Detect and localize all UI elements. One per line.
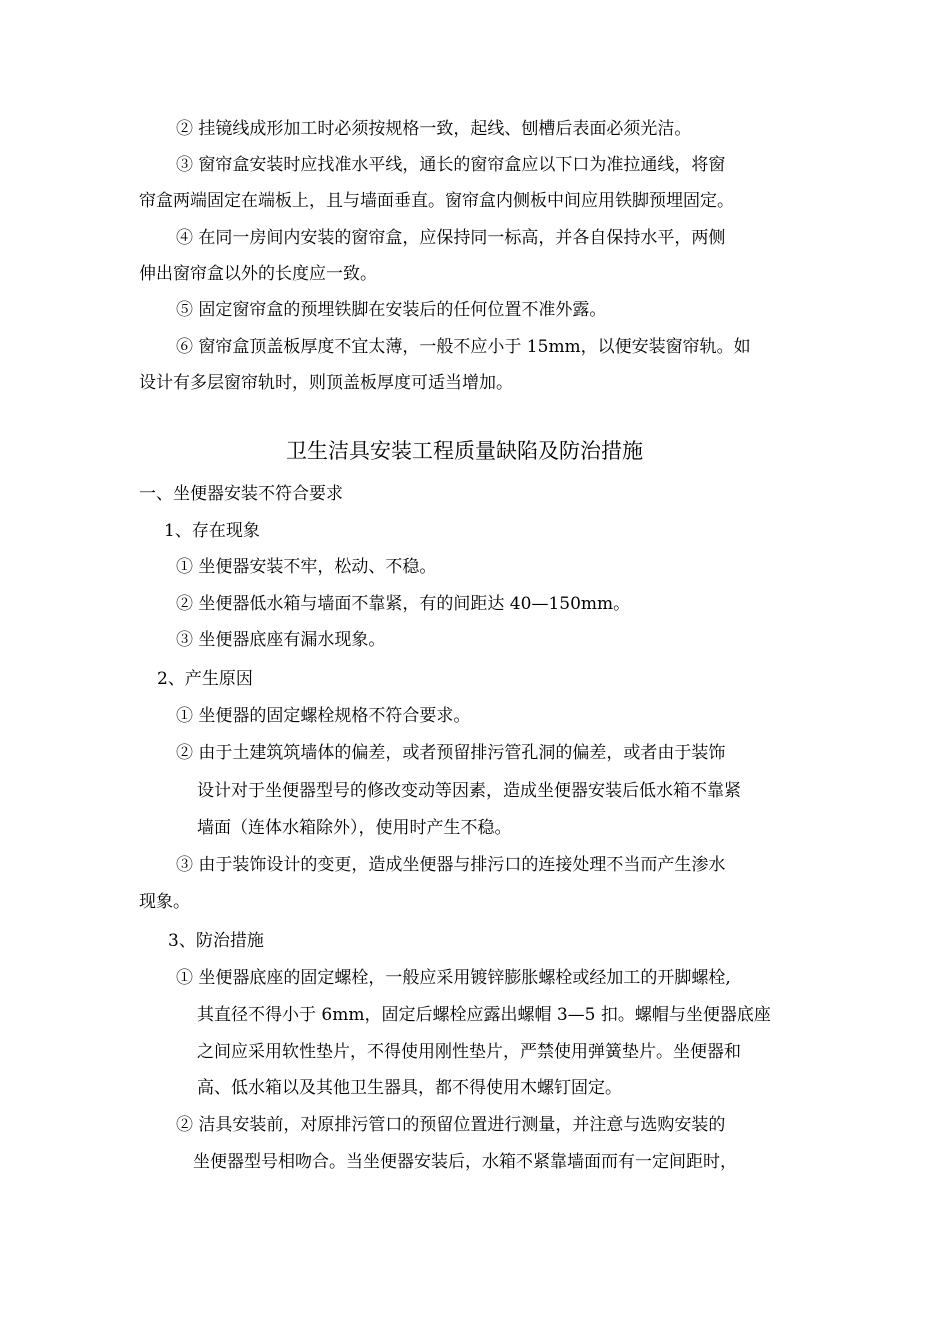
paragraph-2: ② 挂镜线成形加工时必须按规格一致，起线、刨槽后表面必须光洁。 — [176, 119, 692, 139]
paragraph-4-line-2: 伸出窗帘盒以外的长度应一致。 — [139, 264, 377, 284]
paragraph-4-line-1: ④ 在同一房间内安装的窗帘盒，应保持同一标高，并各自保持水平，两侧 — [176, 228, 726, 248]
measures-item-1-line-1: ① 坐便器底座的固定螺栓，一般应采用镀锌膨胀螺栓或经加工的开脚螺栓, — [176, 968, 731, 988]
paragraph-3-line-2: 帘盒两端固定在端板上，且与墙面垂直。窗帘盒内侧板中间应用铁脚预埋固定。 — [139, 191, 734, 211]
measures-item-2-line-2: 坐便器型号相吻合。当坐便器安装后，水箱不紧靠墙面而有一定间距时， — [193, 1152, 737, 1172]
measures-item-2-line-1: ② 洁具安装前，对原排污管口的预留位置进行测量，并注意与选购安装的 — [176, 1115, 726, 1135]
part1-heading: 一、坐便器安装不符合要求 — [139, 484, 343, 504]
section-title: 卫生洁具安装工程质量缺陷及防治措施 — [286, 439, 643, 463]
paragraph-3-line-1: ③ 窗帘盒安装时应找准水平线，通长的窗帘盒应以下口为准拉通线，将窗 — [176, 155, 726, 175]
causes-item-2-line-3: 墙面（连体水箱除外），使用时产生不稳。 — [197, 818, 512, 838]
causes-item-3-line-2: 现象。 — [139, 892, 190, 912]
measures-item-1-line-2: 其直径不得小于 6mm，固定后螺栓应露出螺帽 3—5 扣。螺帽与坐便器底座 — [197, 1005, 771, 1025]
paragraph-6-line-1: ⑥ 窗帘盒顶盖板厚度不宜太薄，一般不应小于 15mm，以便安装窗帘轨。如 — [176, 337, 751, 357]
causes-item-2-line-1: ② 由于土建筑筑墙体的偏差，或者预留排污管孔洞的偏差，或者由于装饰 — [176, 743, 726, 763]
measures-item-1-line-3: 之间应采用软性垫片，不得使用刚性垫片，严禁使用弹簧垫片。坐便器和 — [197, 1042, 741, 1062]
existing-item-1: ① 坐便器安装不牢，松动、不稳。 — [176, 557, 437, 577]
existing-item-3: ③ 坐便器底座有漏水现象。 — [176, 630, 386, 650]
paragraph-6-line-2: 设计有多层窗帘轨时，则顶盖板厚度可适当增加。 — [139, 373, 513, 393]
causes-heading: 2、产生原因 — [157, 669, 253, 689]
causes-item-3-line-1: ③ 由于装饰设计的变更，造成坐便器与排污口的连接处理不当而产生渗水 — [176, 855, 726, 875]
measures-item-1-line-4: 高、低水箱以及其他卫生器具，都不得使用木螺钉固定。 — [197, 1078, 622, 1098]
causes-item-2-line-2: 设计对于坐便器型号的修改变动等因素，造成坐便器安装后低水箱不靠紧 — [197, 781, 741, 801]
measures-heading: 3、防治措施 — [168, 931, 264, 951]
paragraph-5: ⑤ 固定窗帘盒的预埋铁脚在安装后的任何位置不准外露。 — [176, 300, 607, 320]
existing-item-2: ② 坐便器低水箱与墙面不靠紧，有的间距达 40—150mm。 — [176, 594, 631, 614]
causes-item-1: ① 坐便器的固定螺栓规格不符合要求。 — [176, 706, 471, 726]
existing-heading: 1、存在现象 — [164, 521, 260, 541]
